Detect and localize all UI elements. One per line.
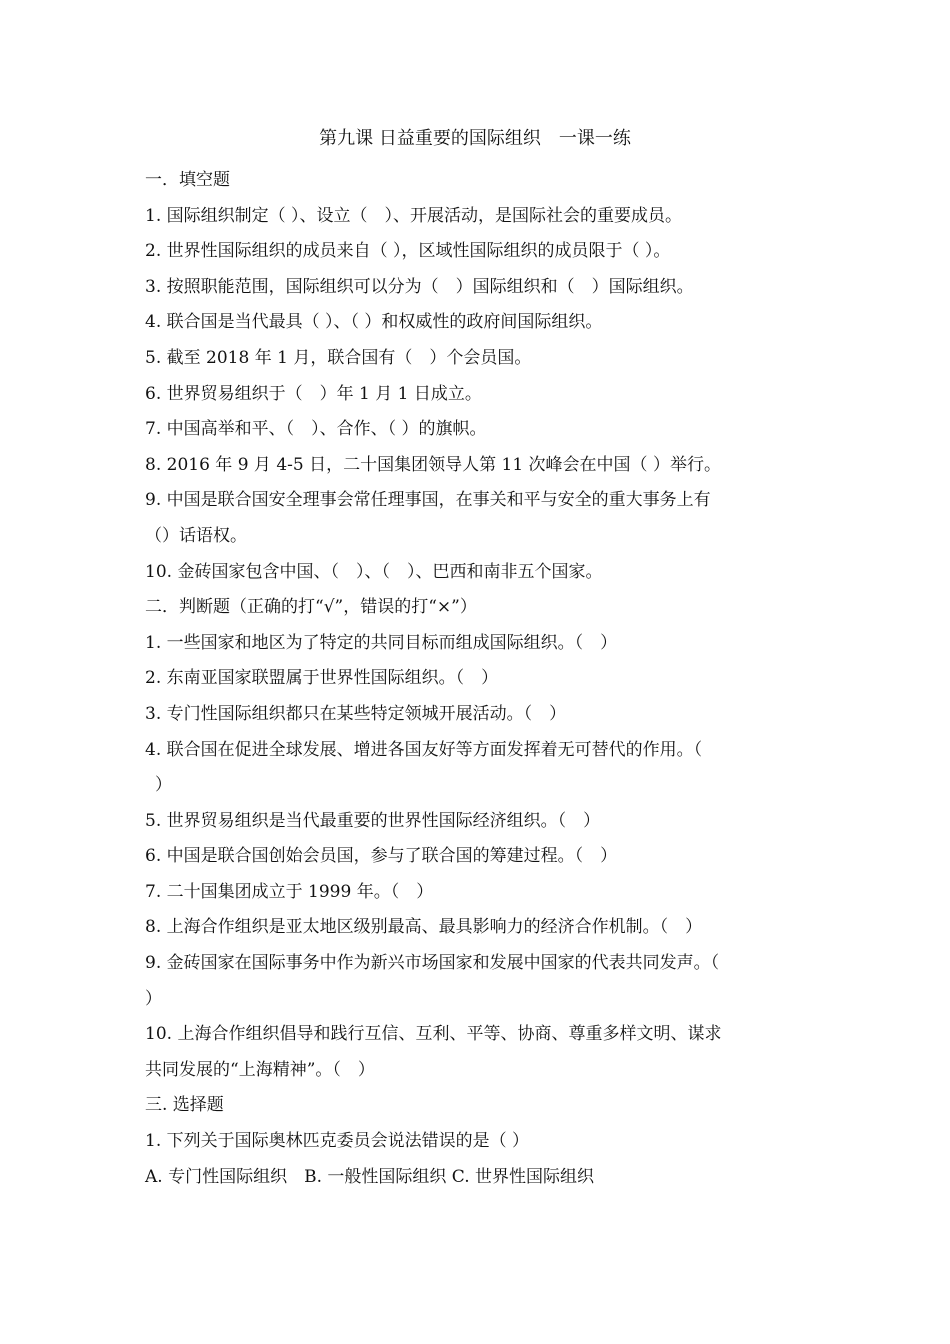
section-heading-true-false: 二．判断题（正确的打“√”，错误的打“×”） xyxy=(145,597,477,618)
question-line: 2. 东南亚国家联盟属于世界性国际组织。（ ） xyxy=(145,668,499,689)
question-line: 5. 世界贸易组织是当代最重要的世界性国际经济组织。（ ） xyxy=(145,810,601,831)
question-line: 6. 中国是联合国创始会员国，参与了联合国的筹建过程。（ ） xyxy=(145,846,618,867)
worksheet-content xyxy=(145,163,815,1195)
question-line: 7. 中国高举和平、（ ）、合作、（ ）的旗帜。 xyxy=(145,419,487,440)
question-line: 3. 专门性国际组织都只在某些特定领城开展活动。（ ） xyxy=(145,703,567,724)
question-line-continued: ） xyxy=(155,775,172,796)
section-heading-choice: 三. 选择题 xyxy=(145,1095,224,1116)
question-line: 1. 一些国家和地区为了特定的共同目标而组成国际组织。（ ） xyxy=(145,632,618,653)
question-line: 9. 中国是联合国安全理事会常任理事国，在事关和平与安全的重大事务上有 xyxy=(145,490,711,511)
question-line: 2. 世界性国际组织的成员来自（ ），区域性国际组织的成员限于（ ）。 xyxy=(145,241,671,262)
section-heading-fill-blank: 一．填空题 xyxy=(145,170,230,190)
question-line: 5. 截至 2018 年 1 月，联合国有（ ）个会员国。 xyxy=(145,347,532,368)
question-line: 4. 联合国是当代最具（ ）、（ ）和权威性的政府间国际组织。 xyxy=(145,312,603,333)
question-line: 4. 联合国在促进全球发展、增进各国友好等方面发挥着无可替代的作用。（ xyxy=(145,739,703,760)
question-line: 1. 国际组织制定（ ）、设立（ ）、开展活动，是国际社会的重要成员。 xyxy=(145,205,683,226)
question-line-continued: （）话语权。 xyxy=(145,525,247,546)
question-line-continued: ） xyxy=(145,988,162,1009)
question-line: 3. 按照职能范围，国际组织可以分为（ ）国际组织和（ ）国际组织。 xyxy=(145,276,694,297)
question-line: 10. 金砖国家包含中国、（ ）、（ ）、巴西和南非五个国家。 xyxy=(145,561,603,582)
question-line: 10. 上海合作组织倡导和践行互信、互利、平等、协商、尊重多样文明、谋求 xyxy=(145,1024,722,1045)
question-line: 8. 上海合作组织是亚太地区级别最高、最具影响力的经济合作机制。（ ） xyxy=(145,917,703,938)
question-line: 8. 2016 年 9 月 4-5 日，二十国集团领导人第 11 次峰会在中国（ ）举行。 xyxy=(145,454,721,475)
question-line: 1. 下列关于国际奥林匹克委员会说法错误的是（ ） xyxy=(145,1131,530,1152)
question-line: 6. 世界贸易组织于（ ）年 1 月 1 日成立。 xyxy=(145,383,482,404)
answer-options: A. 专门性国际组织 B. 一般性国际组织 C. 世界性国际组织 xyxy=(145,1166,594,1187)
page-title: 第九课 日益重要的国际组织 一课一练 xyxy=(319,128,631,149)
question-line: 9. 金砖国家在国际事务中作为新兴市场国家和发展中国家的代表共同发声。（ xyxy=(145,953,720,974)
question-line: 7. 二十国集团成立于 1999 年。（ ） xyxy=(145,881,434,902)
question-line-continued: 共同发展的“上海精神”。（ ） xyxy=(145,1059,375,1080)
